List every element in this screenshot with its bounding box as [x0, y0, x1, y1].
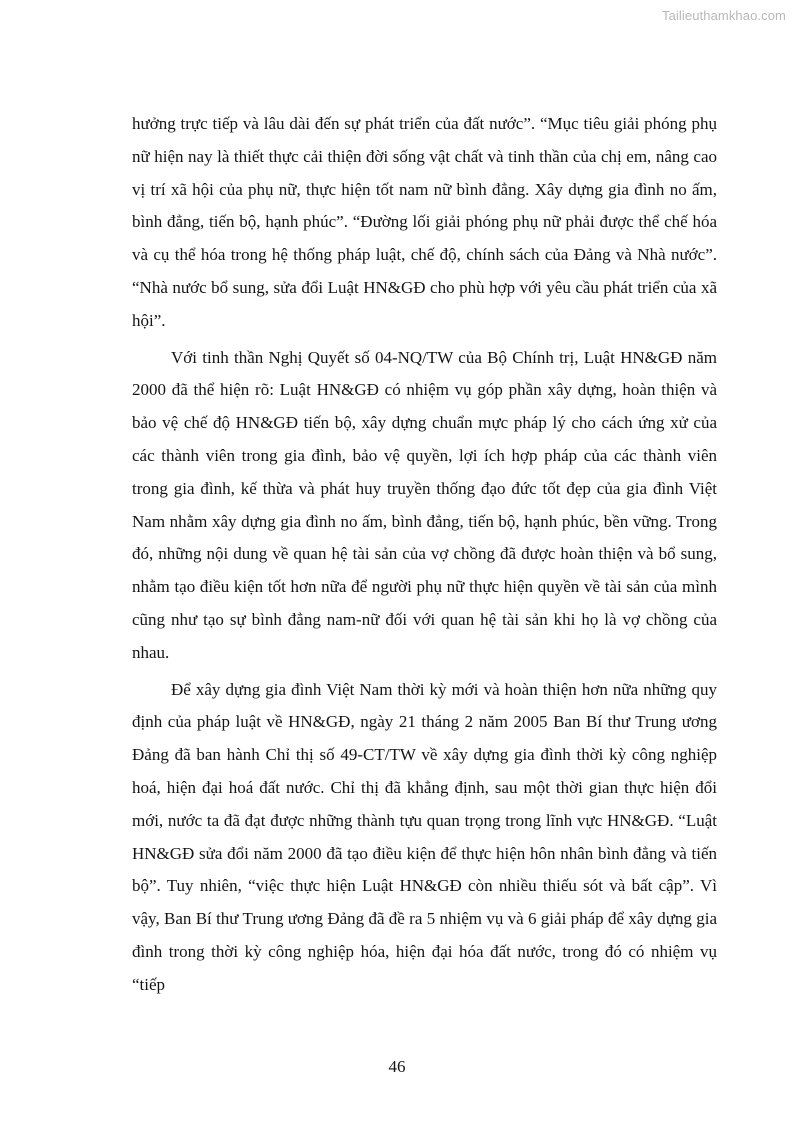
paragraph-continued: hưởng trực tiếp và lâu dài đến sự phát triển của đất nước”. “Mục tiêu giải phóng phụ nữ hiện nay là thiết thực cải thiện đời sống vật chất và tinh thần của chị em, nâng cao vị trí xã hội của phụ nữ, thực hiện tốt nam nữ bình đẳng. Xây dựng gia đình no ấm, bình đẳng, tiến bộ, hạnh phúc”. “Đường lối giải phóng phụ nữ phải được thể chế hóa và cụ thể hóa trong hệ thống pháp luật, chế độ, chính sách của Đảng và Nhà nước”. “Nhà nước bổ sung, sửa đổi Luật HN&GĐ cho phù hợp với yêu cầu phát triển của xã hội”.: [132, 114, 717, 330]
document-body: [132, 108, 717, 1006]
paragraph-resolution: Với tinh thần Nghị Quyết số 04-NQ/TW của Bộ Chính trị, Luật HN&GĐ năm 2000 đã thể hiện rõ: Luật HN&GĐ có nhiệm vụ góp phần xây dựng, hoàn thiện và bảo vệ chế độ HN&GĐ tiến bộ, xây dựng chuẩn mực pháp lý cho cách ứng xử của các thành viên trong gia đình, bảo vệ quyền, lợi ích hợp pháp của các thành viên trong gia đình, kế thừa và phát huy truyền thống đạo đức tốt đẹp của gia đình Việt Nam nhằm xây dựng gia đình no ấm, bình đẳng, tiến bộ, hạnh phúc, bền vững. Trong đó, những nội dung về quan hệ tài sản của vợ chồng đã được hoàn thiện và bổ sung, nhằm tạo điều kiện tốt hơn nữa để người phụ nữ thực hiện quyền về tài sản của mình cũng như tạo sự bình đẳng nam-nữ đối với quan hệ tài sản khi họ là vợ chồng của nhau.: [132, 347, 717, 662]
watermark-text: Tailieuthamkhao.com: [661, 8, 786, 23]
paragraph-directive: Để xây dựng gia đình Việt Nam thời kỳ mới và hoàn thiện hơn nữa những quy định của pháp luật về HN&GĐ, ngày 21 tháng 2 năm 2005 Ban Bí thư Trung ương Đảng đã ban hành Chỉ thị số 49-CT/TW về xây dựng gia đình thời kỳ công nghiệp hoá, hiện đại hoá đất nước. Chỉ thị đã khẳng định, sau một thời gian thực hiện đổi mới, nước ta đã đạt được những thành tựu quan trọng trong lĩnh vực HN&GĐ. “Luật HN&GĐ sửa đổi năm 2000 đã tạo điều kiện để thực hiện hôn nhân bình đẳng và tiến bộ”. Tuy nhiên, “việc thực hiện Luật HN&GĐ còn nhiều thiếu sót và bất cập”. Vì vậy, Ban Bí thư Trung ương Đảng đã đề ra 5 nhiệm vụ và 6 giải pháp để xây dựng gia đình trong thời kỳ công nghiệp hóa, hiện đại hóa đất nước, trong đó có nhiệm vụ “tiếp: [132, 679, 717, 994]
page-number: 46: [388, 1057, 406, 1076]
